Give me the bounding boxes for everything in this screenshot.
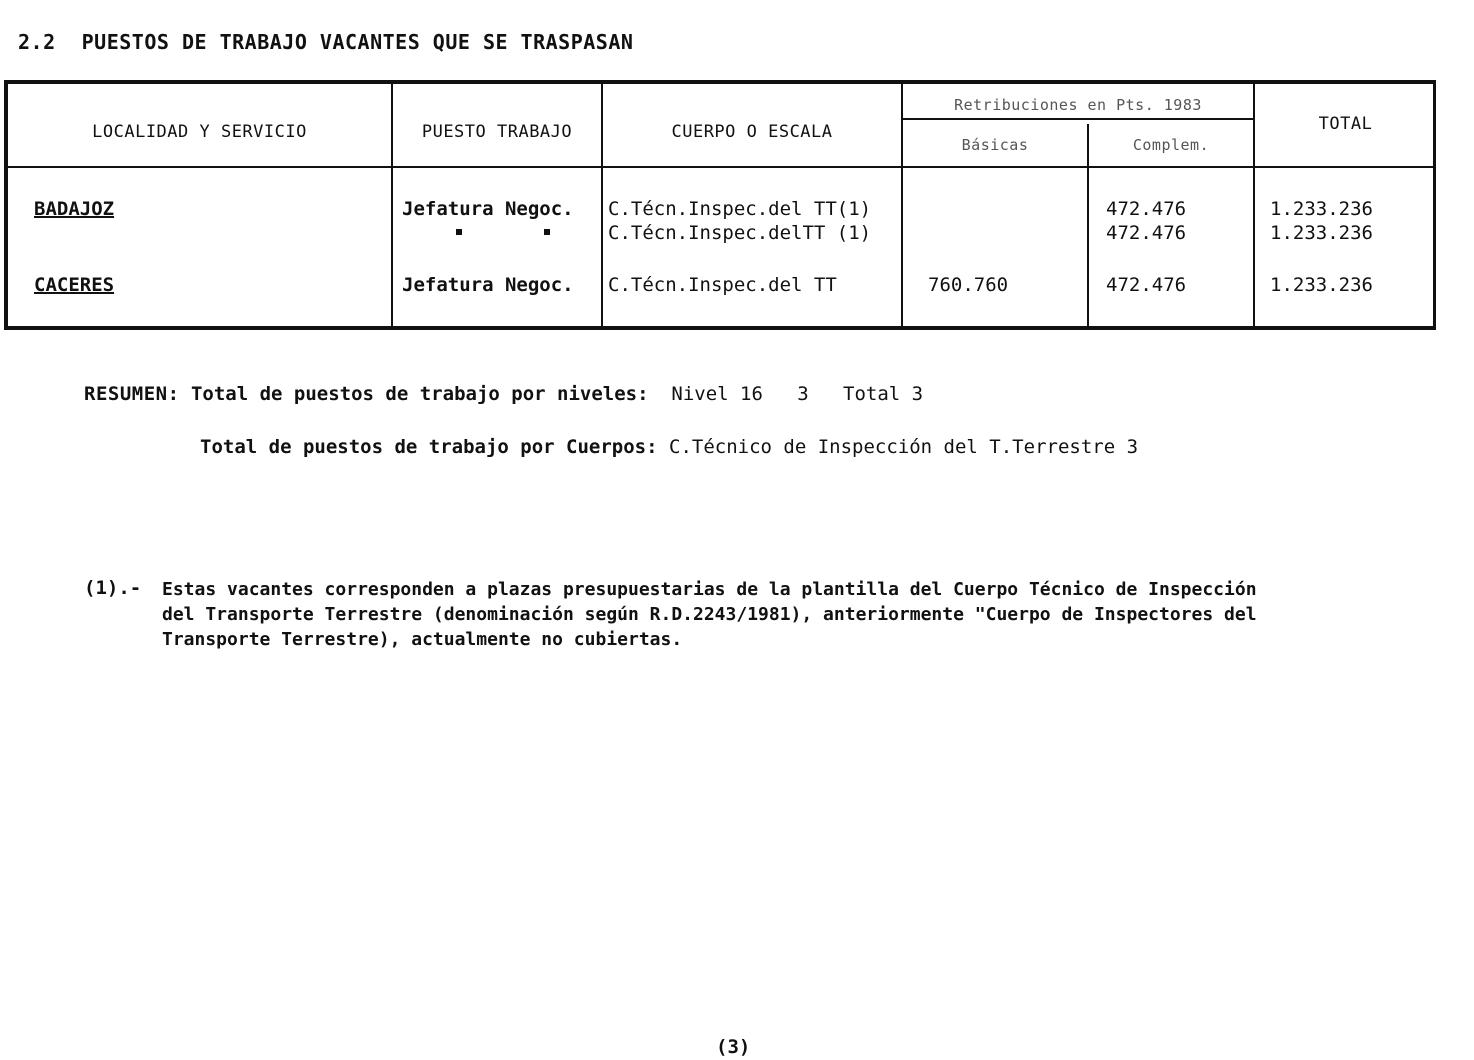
column-divider: [1087, 124, 1089, 326]
header-localidad: LOCALIDAD Y SERVICIO: [92, 122, 307, 142]
header-divider: [8, 166, 1433, 168]
row-cuerpo: C.Técn.Inspec.delTT (1): [608, 222, 872, 244]
vacancies-table: [4, 80, 1436, 330]
resumen-nivel-count: 3: [797, 383, 809, 405]
column-divider: [901, 84, 903, 326]
row-cuerpo: C.Técn.Inspec.del TT: [608, 274, 837, 296]
row-complem: 472.476: [1106, 274, 1187, 296]
header-cuerpo: CUERPO O ESCALA: [671, 122, 833, 142]
note-line-2: del Transporte Terrestre (denominación según R.D.2243/1981), anteriormente "Cuerpo de Inspectores del: [162, 604, 1257, 625]
note-marker: (1).-: [84, 577, 142, 599]
note-line-3: Transporte Terrestre), actualmente no cubiertas.: [162, 629, 683, 650]
resumen-cuerpos-text: Total de puestos de trabajo por Cuerpos:: [200, 436, 658, 458]
row-total: 1.233.236: [1270, 222, 1373, 244]
section-heading: [18, 30, 633, 54]
row-localidad: BADAJOZ: [34, 198, 115, 220]
row-total: 1.233.236: [1270, 274, 1373, 296]
resumen-label: RESUMEN:: [84, 383, 180, 405]
row-puesto: Jefatura Negoc.: [402, 198, 574, 220]
note-line-1: Estas vacantes corresponden a plazas presupuestarias de la plantilla del Cuerpo Técnico de Inspección: [162, 579, 1257, 600]
row-complem: 472.476: [1106, 198, 1187, 220]
column-divider: [601, 84, 603, 326]
resumen-niveles: [84, 383, 923, 405]
resumen-cuerpos-value: C.Técnico de Inspección del T.Terrestre 3: [669, 436, 1139, 458]
row-localidad: CACERES: [34, 274, 115, 296]
header-total: TOTAL: [1318, 114, 1373, 134]
resumen-cuerpos: [200, 436, 1138, 458]
column-divider: [391, 84, 393, 326]
resumen-nivel: Nivel 16: [671, 383, 763, 405]
section-title: PUESTOS DE TRABAJO VACANTES QUE SE TRASPASAN: [81, 30, 634, 54]
row-complem: 472.476: [1106, 222, 1187, 244]
header-basicas: Básicas: [961, 136, 1029, 154]
header-puesto: PUESTO TRABAJO: [421, 122, 573, 142]
ditto-mark: [456, 229, 462, 235]
section-number: 2.2: [18, 30, 56, 54]
header-complem: Complem.: [1132, 136, 1210, 154]
resumen-niveles-text: Total de puestos de trabajo por niveles:: [190, 383, 649, 405]
row-total: 1.233.236: [1270, 198, 1373, 220]
page-number: (3): [716, 1036, 751, 1058]
header-retribuciones: Retribuciones en Pts. 1983: [954, 96, 1202, 114]
row-cuerpo: C.Técn.Inspec.del TT(1): [608, 198, 872, 220]
row-puesto: Jefatura Negoc.: [402, 274, 574, 296]
ditto-mark: [544, 229, 550, 235]
row-basicas: 760.760: [928, 274, 1009, 296]
resumen-total: Total 3: [843, 383, 924, 405]
subheader-divider: [903, 118, 1253, 120]
